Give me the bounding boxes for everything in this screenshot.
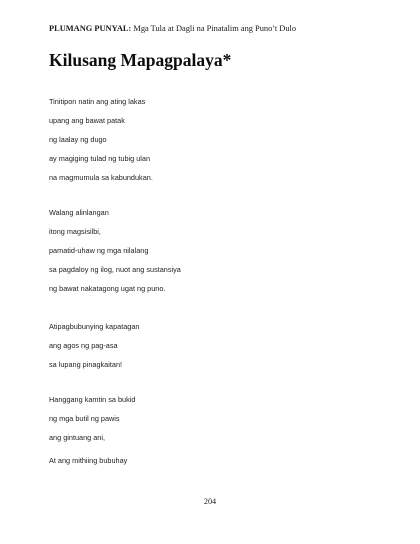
poem-line: ng laalay ng dugo [49,135,107,144]
poem-line: ay magiging tulad ng tubig ulan [49,154,151,163]
book-title: PLUMANG PUNYAL: [49,24,132,33]
book-subtitle: Mga Tula at Dagli na Pinatalim ang Puno’t Dulo [133,24,297,33]
stanza-3 [49,317,139,374]
poem-line: At ang mithiing bubuhay [49,456,128,465]
poem-line: upang ang bawat patak [49,116,125,125]
poem-line: ng bawat nakatagong ugat ng puno. [49,284,166,293]
page-number: 204 [203,497,217,506]
poem-line: ang agos ng pag-asa [49,341,118,350]
stanza-2 [49,203,181,298]
poem-line: Walang alinlangan [49,208,109,217]
poem-title: Kilusang Mapagpalaya* [49,50,232,70]
poem-line: itong magsisilbi, [49,227,101,236]
poem-line: ng mga butil ng pawis [49,414,120,423]
poem-line: Tinitipon natin ang ating lakas [49,97,146,106]
poem-line: na magmumula sa kabundukan. [49,173,153,182]
running-header [49,24,296,33]
poem-line: sa pagdaloy ng ilog, nuot ang sustansiya [49,265,181,274]
poem-line: ang gintuang ani, [49,433,105,442]
stanza-5 [49,451,127,470]
poem-line: pamatid-uhaw ng mga nilalang [49,246,149,255]
poem-line: sa lupang pinagkaitan! [49,360,123,369]
poem-line: Atipagbubunying kapatagan [49,322,140,331]
stanza-1 [49,92,153,187]
poem-line: Hanggang kamtin sa bukid [49,395,136,404]
stanza-4 [49,390,135,447]
